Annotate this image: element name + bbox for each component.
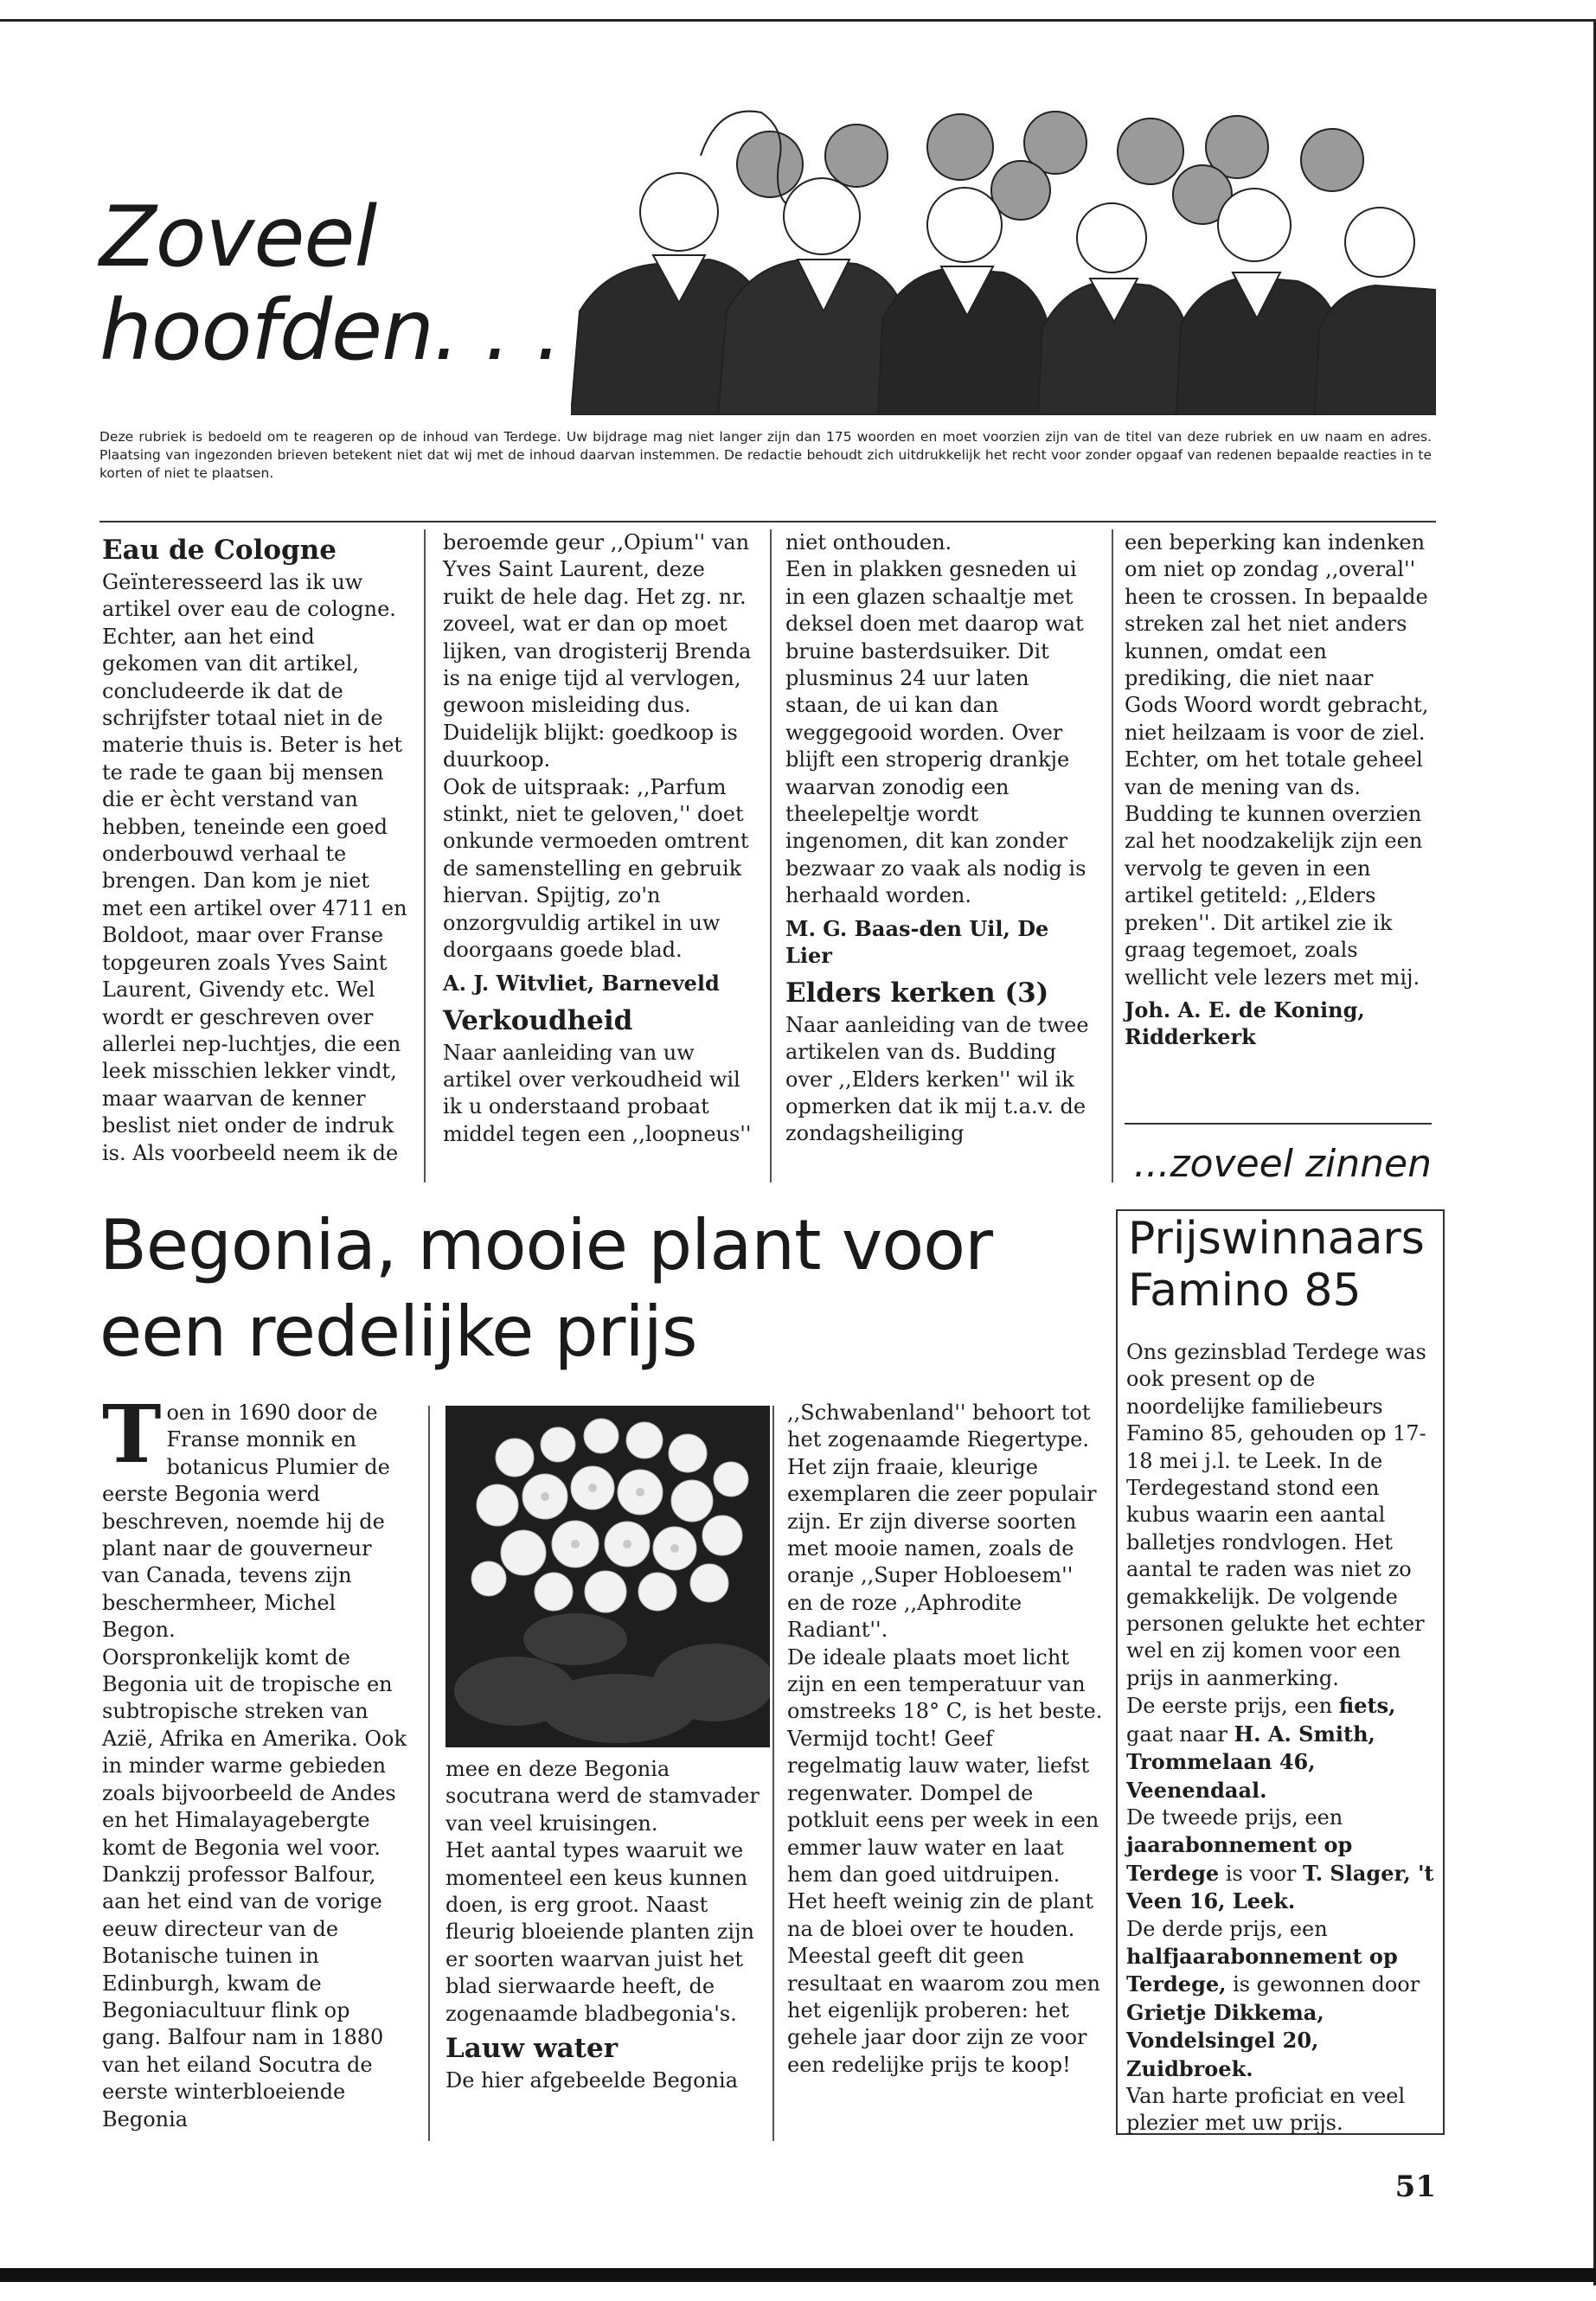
letter-body: niet onthouden. [785, 530, 952, 554]
letter-body: Echter, om het totale geheel van de mening van ds. Budding te kunnen overzien zal het noodzakelijk zijn een vervolg te geven in een artikel getiteld: ,,Elders preken''. Dit artikel zie ik graag tegemoet, zoals wellicht vele lezers met mij. [1125, 747, 1423, 990]
article-paragraph: Het heeft weinig zin de plant na de bloei over te houden. Meestal geeft dit geen resultaat en waarom zou men het eigenlijk proberen: het gehele jaar door zijn ze voor een redelijke prijs te koop! [787, 1889, 1101, 2077]
prize-item: fiets, [1338, 1693, 1396, 1719]
article-column-3 [787, 1400, 1103, 2079]
letter-body: Ook de uitspraak: ,,Parfum stinkt, niet te geloven,'' doet onkunde vermoeden omtrent de samenstelling en gebruik hiervan. Spijtig, zo'n onzorgvuldig artikel in uw doorgaans goede blad. [443, 774, 749, 963]
letter-heading-eau-de-cologne: Eau de Cologne [102, 535, 337, 566]
prize-winner: H. A. Smith, Trommelaan 46, Veenendaal. [1126, 1721, 1375, 1803]
zinnen-divider [1125, 1123, 1432, 1125]
letter-heading-verkoudheid: Verkoudheid [443, 1004, 633, 1036]
letter-signature: A. J. Witvliet, Barneveld [443, 970, 720, 996]
article-column-1 [102, 1388, 413, 2133]
prize-second [1126, 1804, 1434, 1916]
section-title [99, 190, 584, 377]
letters-column-1 [102, 529, 409, 1167]
page-number: 51 [1394, 2170, 1436, 2204]
article-title: Begonia, mooie plant voor een redelijke prijs [99, 1205, 992, 1372]
begonia-flower-image [445, 1406, 770, 1747]
prize-item: jaarabonnement op Terdege [1126, 1832, 1353, 1886]
letter-body: Een in plakken gesneden ui in een glazen schaaltje met deksel doen met daarop wat bruine basterdsuiker. Dit plusminus 24 uur laten staan, de ui kan dan weggegooid worden. Over blijft een stroperig drankje waarvan zonodig een theelepeltje wordt ingenomen, dit kan zonder bezwaar zo vaak als nodig is herhaald worden. [785, 557, 1086, 908]
letters-column-4 [1125, 529, 1432, 1057]
bottom-border [0, 2268, 1596, 2282]
top-border [0, 19, 1596, 22]
letters-column-3 [785, 529, 1097, 1148]
prize-closing: Van harte proficiat en veel plezier met uw prijs. [1126, 2083, 1406, 2136]
prize-text: gaat naar [1126, 1721, 1234, 1747]
drop-cap: T [102, 1388, 162, 1481]
column-divider [770, 529, 772, 1183]
prize-winner: T. Slager, 't Veen 16, Leek. [1126, 1860, 1434, 1914]
article-paragraph [102, 1388, 413, 1644]
article-paragraph: mee en deze Begonia socutrana werd de stamvader van veel kruisingen. [445, 1757, 760, 1836]
section-title-line2: hoofden. . . [99, 282, 561, 379]
prize-winner: Grietje Dikkema, Vondelsingel 20, Zuidbroek. [1126, 1999, 1324, 2081]
letter-signature: Joh. A. E. de Koning, Ridderkerk [1125, 997, 1365, 1049]
prize-text: De tweede prijs, een [1126, 1804, 1343, 1830]
prize-winners-title: Prijswinnaars Famino 85 [1128, 1213, 1425, 1317]
begonia-photo [445, 1406, 770, 1747]
prize-winners-text [1126, 1339, 1434, 2138]
letter-signature: M. G. Baas-den Uil, De Lier [785, 915, 1049, 968]
article-subheading: Lauw water [445, 2033, 619, 2065]
prize-text: De eerste prijs, een [1126, 1694, 1339, 1719]
article-paragraph: ,,Schwabenland'' behoort tot het zogenaamde Riegertype. Het zijn fraaie, kleurige exemplaren die zeer populair zijn. Er zijn diverse soorten met mooie namen, zoals de oranje ,,Super Hobloesem'' en de roze ,,Aphrodite Radiant''. [787, 1400, 1097, 1643]
article-paragraph: Oorspronkelijk komt de Begonia uit de tropische en subtropische streken van Azië, Afrika en Amerika. Ook in minder warme gebieden zoals bijvoorbeeld de Andes en het Himalayagebergte komt de Begonia wel voor. Dankzij professor Balfour, aan het eind van de vorige eeuw directeur van de Botanische tuinen in Edinburgh, kwam de Begoniacultuur flink op gang. Balfour nam in 1880 van het eiland Socutra de eerste winterbloeiende Begonia [102, 1644, 407, 2131]
prize-third [1126, 1916, 1434, 2083]
letter-heading-elders-kerken: Elders kerken (3) [785, 977, 1049, 1009]
letter-body: beroemde geur ,,Opium'' van Yves Saint Laurent, deze ruikt de hele dag. Het zg. nr. zoveel, wat er dan op moet lijken, van drogisterij Brenda is na enige tijd al vervlogen, gewoon misleiding dus. Duidelijk blijkt: goedkoop is duurkoop. [443, 530, 752, 772]
prize-item: halfjaarabonnement op Terdege, [1126, 1943, 1398, 1997]
column-divider [424, 529, 426, 1183]
article-text: oen in 1690 door de Franse monnik en botanicus Plumier de eerste Begonia werd beschreven, noemde hij de plant naar de gouverneur van Canada, tevens zijn beschermheer, Michel Begon. [102, 1400, 390, 1643]
letter-body: Geïnteresseerd las ik uw artikel over eau de cologne. Echter, aan het eind gekomen van dit artikel, concludeerde ik dat de schrijfster totaal niet in de materie thuis is. Beter is het te rade te gaan bij mensen die er ècht verstand van hebben, teneinde een goed onderbouwd verhaal te brengen. Dan kom je niet met een artikel over 4711 en Boldoot, maar over Franse topgeuren zoals Yves Saint Laurent, Givendy etc. Wel wordt er geschreven over allerlei nep-luchtjes, die een leek misschien lekker vindt, maar waarvan de kenner beslist niet onder de indruk is. Als voorbeeld neem ik de [102, 570, 407, 1165]
article-paragraph: De hier afgebeelde Begonia [445, 2068, 739, 2093]
letter-body: Naar aanleiding van uw artikel over verkoudheid wil ik u onderstaand probaat middel tegen een ,,loopneus'' [443, 1040, 752, 1146]
article-column-2 [445, 1756, 761, 2094]
crowd-illustration [571, 95, 1436, 415]
intro-divider [99, 521, 1436, 522]
section-footer-tag: ...zoveel zinnen [1133, 1142, 1432, 1186]
letter-body: Naar aanleiding van de twee artikelen van ds. Budding over ,,Elders kerken'' wil ik opmerken dat ik mij t.a.v. de zondagsheiliging [785, 1012, 1089, 1146]
prize-text: De derde prijs, een [1126, 1916, 1328, 1941]
column-divider [428, 1406, 430, 2141]
prize-first [1126, 1692, 1434, 1804]
prize-intro: Ons gezinsblad Terdege was ook present op de noordelijke familiebeurs Famino 85, gehouden op 17-18 mei j.l. te Leek. In de Terdegestand stond een kubus waarin een aantal balletjes rondvlogen. Het aantal te raden was niet zo gemakkelijk. De volgende personen gelukte het echter wel en zij komen voor een prijs in aanmerking. [1126, 1340, 1426, 1690]
column-divider [772, 1406, 774, 2141]
column-divider [1112, 529, 1113, 1183]
article-paragraph: De ideale plaats moet licht zijn en een temperatuur van omstreeks 18° C, is het beste. Vermijd tocht! Geef regelmatig lauw water, liefst regenwater. Dompel de potkluit eens per week in een emmer lauw water en laat hem dan goed uitdruipen. [787, 1644, 1103, 1887]
article-paragraph: Het aantal types waaruit we momenteel een keus kunnen doen, is erg groot. Naast fleurig bloeiende planten zijn er soorten waarvan juist het blad sierwaarde heeft, de zogenaamde bladbegonia's. [445, 1838, 754, 2026]
section-intro: Deze rubriek is bedoeld om te reageren op de inhoud van Terdege. Uw bijdrage mag niet langer zijn dan 175 woorden en moet voorzien zijn van de titel van deze rubriek en uw naam en adres. Plaatsing van ingezonden brieven betekent niet dat wij met de inhoud daarvan instemmen. De redactie behoudt zich uitdrukkelijk het recht voor zonder opgaaf van redenen bepaalde reacties in te korten of niet te plaatsen. [99, 429, 1432, 481]
prize-text: is gewonnen door [1226, 1972, 1420, 1997]
letters-column-2 [443, 529, 754, 1148]
section-title-line1: Zoveel [99, 189, 377, 285]
prize-text: is voor [1219, 1861, 1303, 1886]
letter-body: een beperking kan indenken om niet op zondag ,,overal'' heen te crossen. In bepaalde streken zal het niet anders kunnen, omdat een prediking, die niet naar Gods Woord wordt gebracht, niet heilzaam is voor de ziel. [1125, 530, 1429, 745]
